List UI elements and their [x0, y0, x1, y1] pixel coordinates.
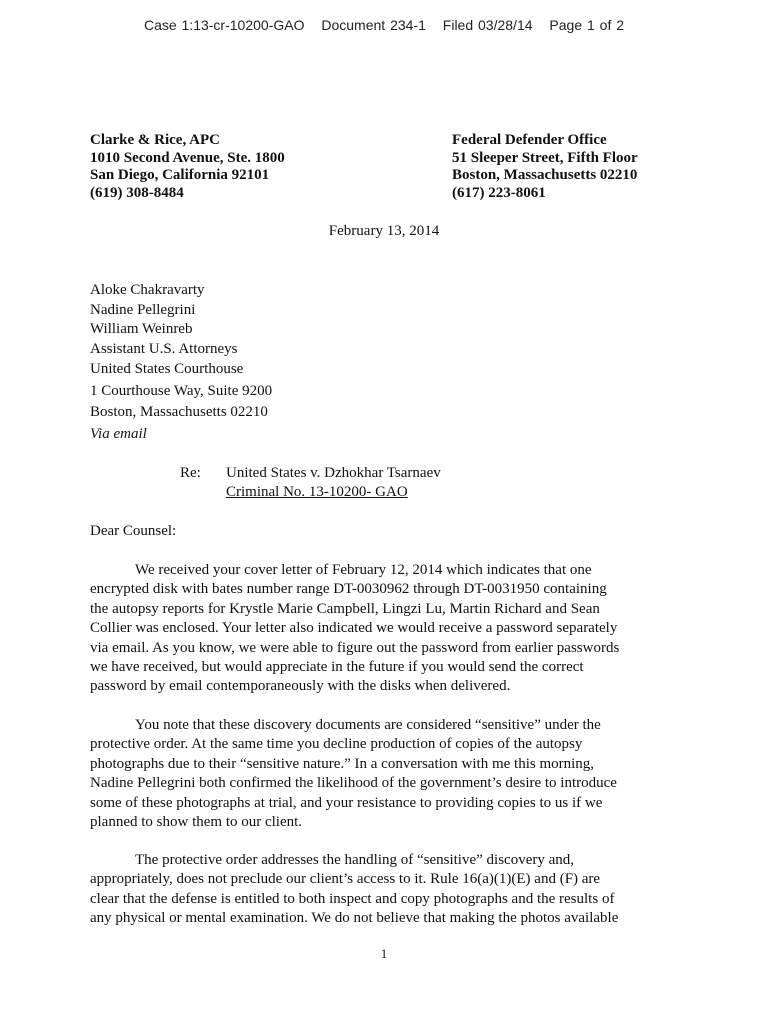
subject-line: [180, 464, 441, 502]
sender-office-name: Federal Defender Office: [452, 132, 607, 148]
paragraph-line: the autopsy reports for Krystle Marie Campbell, Lingzi Lu, Martin Richard and Sean: [90, 600, 600, 617]
paragraph-line: protective order. At the same time you decline production of copies of the autopsy: [90, 736, 583, 753]
paragraph-line: photographs due to their “sensitive nature.” In a conversation with me this morning,: [90, 755, 595, 772]
sender-phone: (617) 223-8061: [452, 184, 546, 201]
page-number: 1: [380, 946, 388, 961]
paragraph-line: any physical or mental examination. We do not believe that making the photos available: [90, 910, 619, 927]
page-count-stamp: Page 1 of 2: [549, 17, 625, 33]
court-filing-header: [0, 17, 768, 33]
paragraph-line: we have received, but would appreciate in the future if you would send the correct: [90, 659, 584, 676]
paragraph-line: You note that these discovery documents are considered “sensitive” under the: [135, 717, 601, 733]
paragraph-line: Nadine Pellegrini both confirmed the likelihood of the government’s desire to introduce: [90, 775, 617, 792]
sender-city: San Diego, California 92101: [90, 167, 270, 183]
recipient-title: Assistant U.S. Attorneys: [90, 340, 238, 357]
sender-firm-name: Clarke & Rice, APC: [90, 132, 220, 148]
criminal-case-number: Criminal No. 13-10200- GAO: [226, 484, 408, 500]
sender-city: Boston, Massachusetts 02210: [452, 167, 638, 183]
document-number-stamp: Document 234-1: [321, 17, 426, 33]
paragraph-line: encrypted disk with bates number range DT-0030962 through DT-0031950 containing: [90, 581, 607, 598]
recipient-name: Aloke Chakravarty: [90, 282, 205, 298]
sender-phone: (619) 308-8484: [90, 184, 184, 201]
delivery-method: Via email: [90, 425, 147, 442]
body-paragraph: [90, 851, 680, 929]
re-label: Re:: [180, 465, 201, 481]
sender-address-left: [90, 132, 285, 202]
paragraph-line: planned to show them to our client.: [90, 814, 303, 831]
paragraph-line: appropriately, does not preclude our client’s access to it. Rule 16(a)(1)(E) and (F) are: [90, 871, 601, 888]
recipient-building: United States Courthouse: [90, 361, 244, 377]
recipient-city: Boston, Massachusetts 02210: [90, 404, 268, 420]
paragraph-line: Collier was enclosed. Your letter also indicated we would receive a password separately: [90, 620, 618, 637]
case-title: United States v. Dzhokhar Tsarnaev: [226, 465, 441, 481]
letter-date: February 13, 2014: [328, 223, 440, 239]
case-number-stamp: Case 1:13-cr-10200-GAO: [143, 17, 305, 33]
recipient-block: [90, 281, 272, 445]
salutation: Dear Counsel:: [90, 523, 177, 539]
sender-street: 51 Sleeper Street, Fifth Floor: [452, 149, 638, 166]
paragraph-line: We received your cover letter of February 12, 2014 which indicates that one: [135, 562, 592, 578]
recipient-name: William Weinreb: [90, 321, 193, 337]
body-paragraph: [90, 561, 680, 697]
filed-date-stamp: Filed 03/28/14: [442, 17, 533, 33]
sender-street: 1010 Second Avenue, Ste. 1800: [90, 149, 285, 166]
paragraph-line: The protective order addresses the handling of “sensitive” discovery and,: [135, 852, 575, 868]
recipient-name: Nadine Pellegrini: [90, 301, 196, 318]
sender-address-right: [452, 132, 638, 202]
paragraph-line: some of these photographs at trial, and your resistance to providing copies to us if we: [90, 794, 603, 811]
body-paragraph: [90, 716, 680, 832]
paragraph-line: via email. As you know, we were able to figure out the password from earlier passwords: [90, 639, 620, 656]
paragraph-line: clear that the defense is entitled to both inspect and copy photographs and the results of: [90, 890, 615, 907]
recipient-street: 1 Courthouse Way, Suite 9200: [90, 382, 273, 399]
paragraph-line: password by email contemporaneously with the disks when delivered.: [90, 678, 511, 695]
